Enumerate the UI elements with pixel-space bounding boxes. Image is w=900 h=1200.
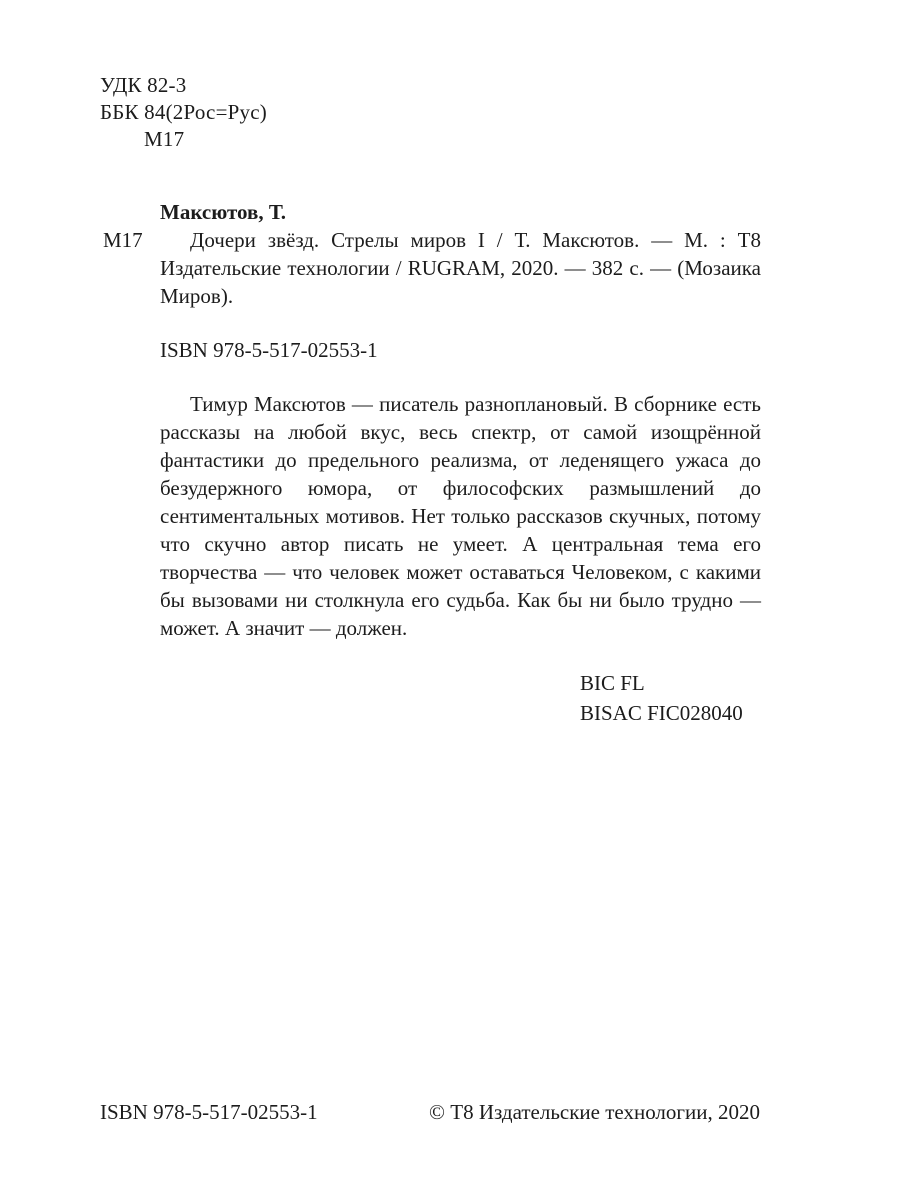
author-heading: Максютов, Т. xyxy=(160,200,286,224)
page-footer xyxy=(100,1100,760,1125)
bbk-author-code: М17 xyxy=(144,127,185,151)
bic-code: BIC FL xyxy=(580,671,645,695)
classifier-codes xyxy=(160,668,761,728)
bisac-code: BISAC FIC028040 xyxy=(580,701,743,725)
cataloguing-codes xyxy=(100,72,267,153)
annotation-text: Тимур Максютов — писатель разноплановый. В сборнике есть рассказы на любой вкус, весь спектр, от самой изощрённой фантастики до предельного реализма, от леденящего ужаса до безудержного юмора, от философских размышлений до сентиментальных мотивов. Нет только рассказов скучных, потому что скучно автор писать не умеет. А центральная тема его творчества — что человек может оставаться Человеком, с какими бы вызовами ни столкнула его судьба. Как бы ни было трудно — может. А значит — должен. xyxy=(160,392,761,640)
footer-copyright: © Т8 Издательские технологии, 2020 xyxy=(429,1100,760,1124)
bibliographic-description: Дочери звёзд. Стрелы миров I / Т. Максютов. — М. : Т8 Издательские технологии / RUGRAM, 2020. — 382 с. — (Мозаика Миров). xyxy=(160,228,761,308)
entry-code: М17 xyxy=(103,228,143,252)
bibliographic-entry xyxy=(103,226,761,310)
udk-code: УДК 82-3 xyxy=(100,73,187,97)
footer-isbn: ISBN 978-5-517-02553-1 xyxy=(100,1100,318,1124)
catalog-card xyxy=(103,198,761,728)
isbn-line: ISBN 978-5-517-02553-1 xyxy=(160,338,378,362)
bbk-code: ББК 84(2Рос=Рус) xyxy=(100,100,267,124)
